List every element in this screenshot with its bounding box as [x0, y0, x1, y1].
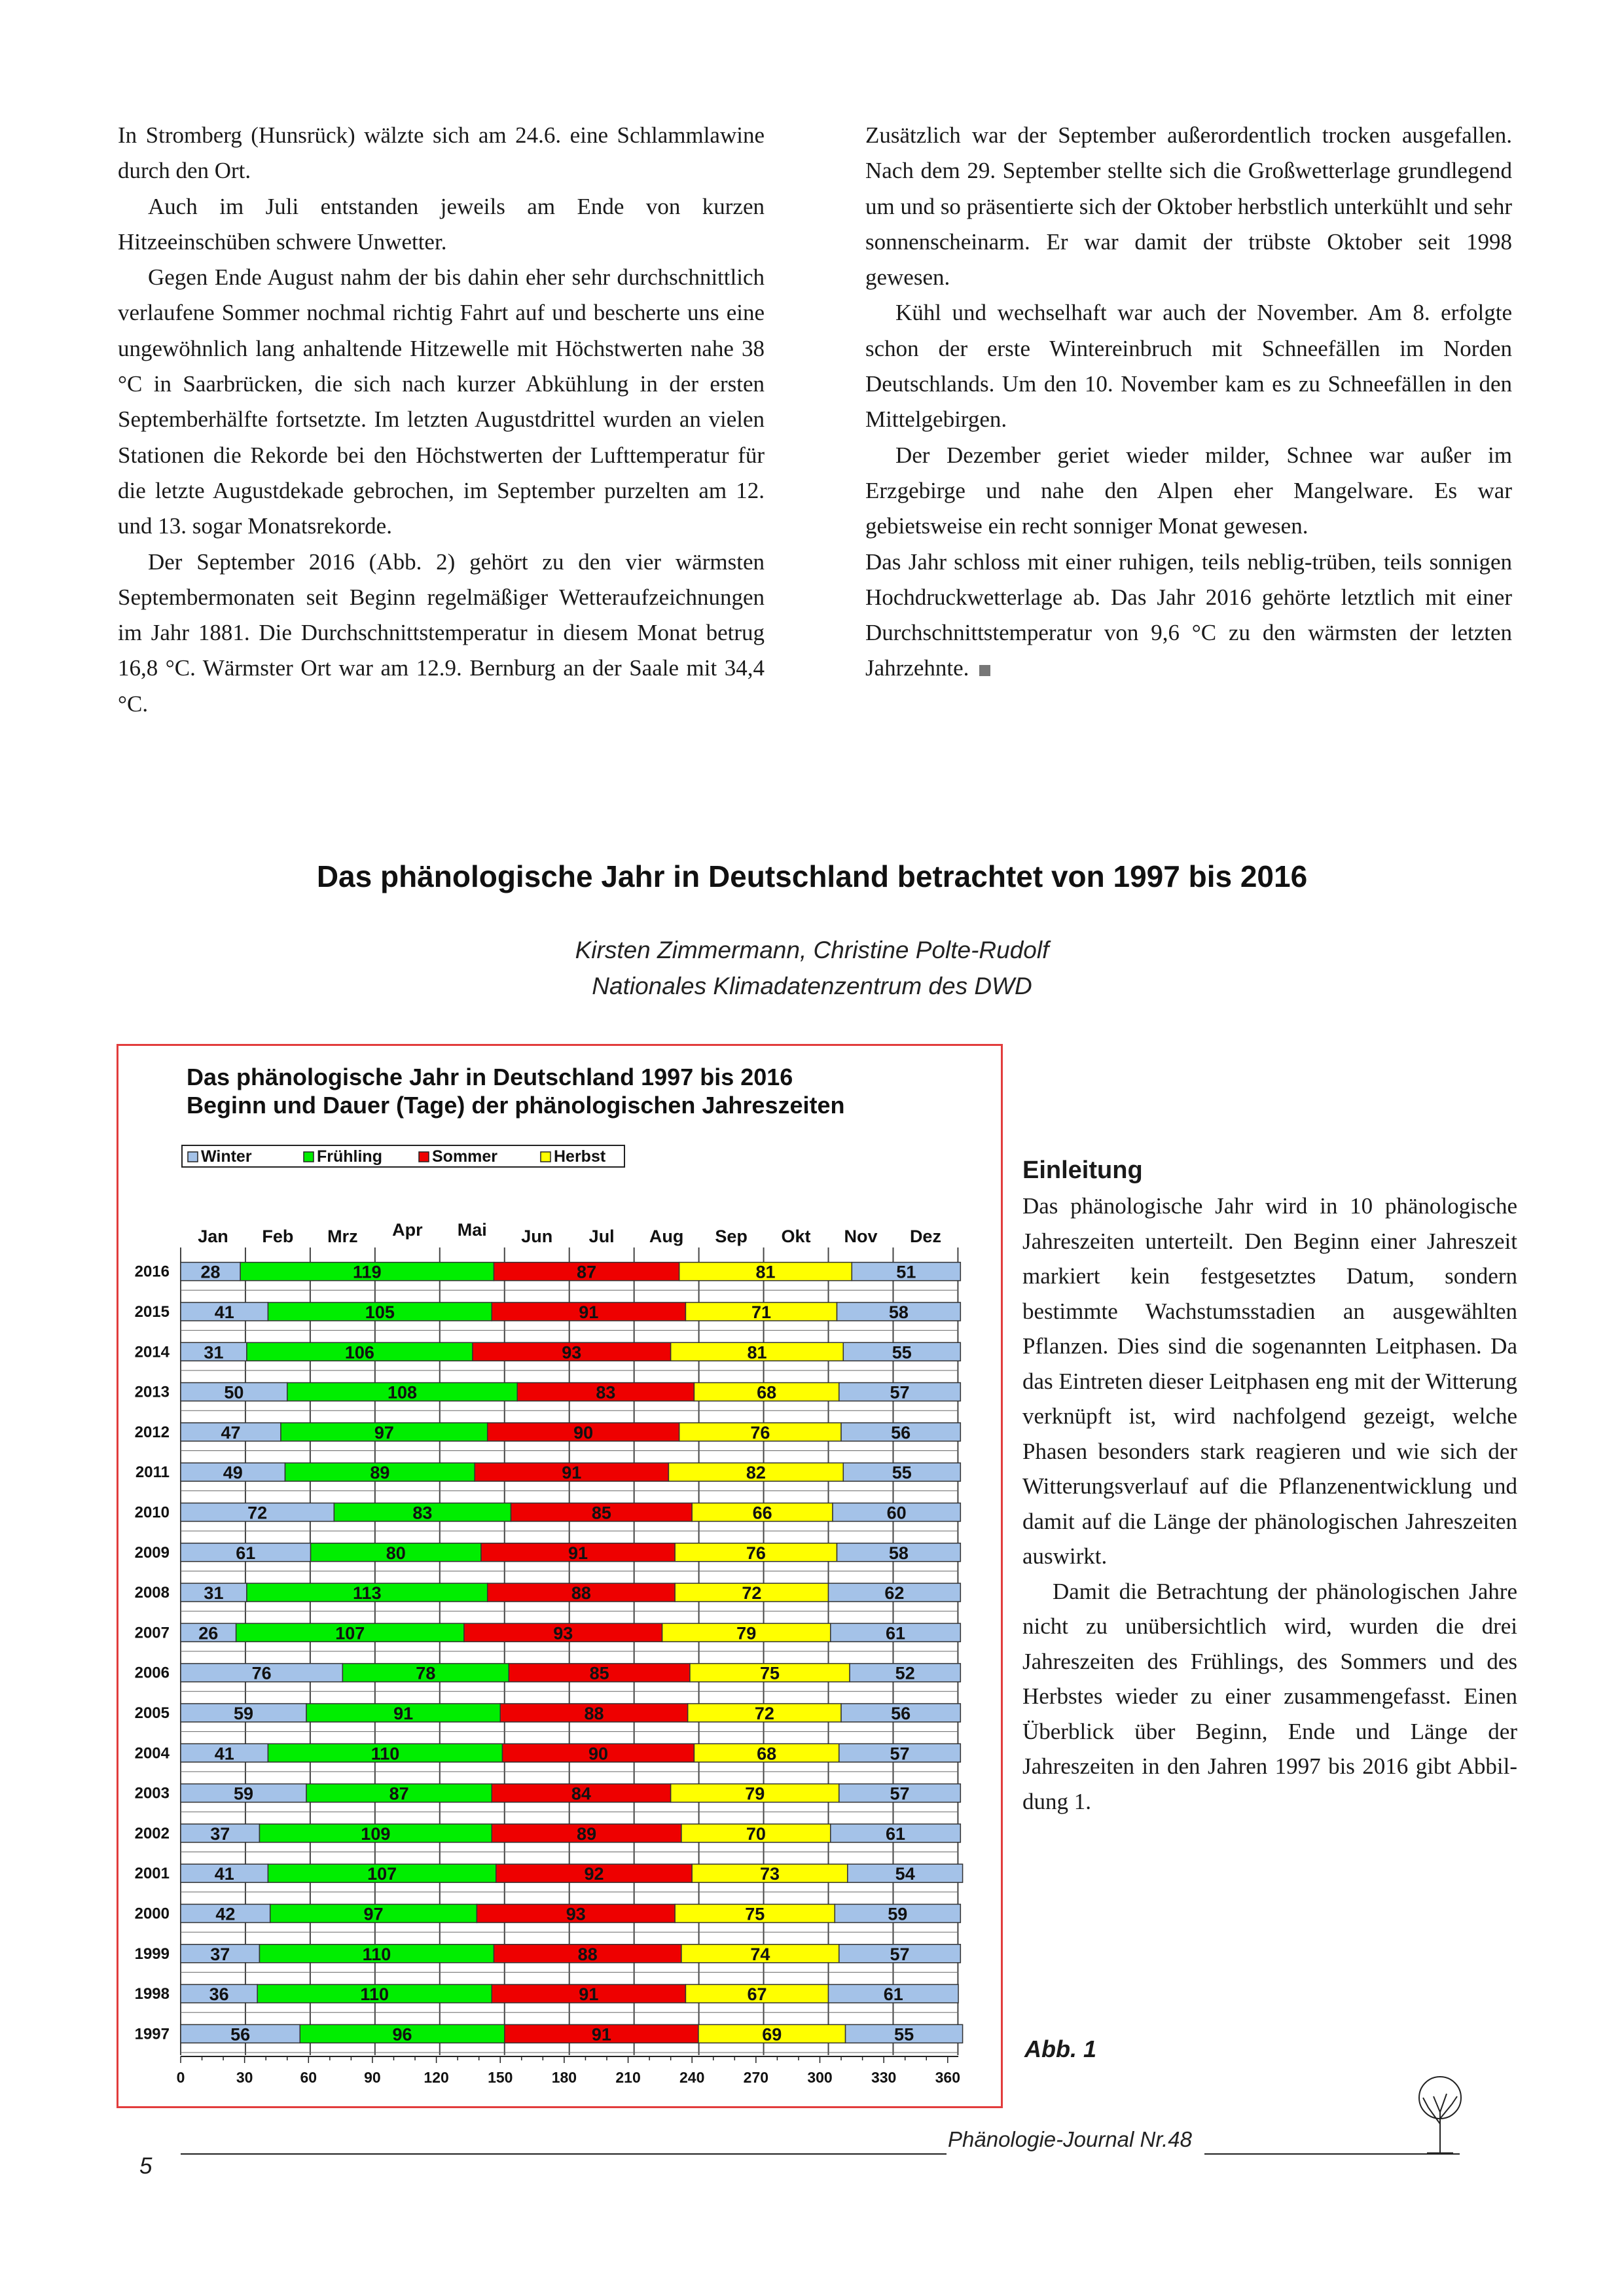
x-tick-label: 330 [871, 2069, 897, 2086]
bar-value-label: 119 [353, 1262, 382, 1282]
year-label: 2007 [134, 1624, 170, 1642]
bar-value-label: 83 [412, 1503, 433, 1523]
bar-value-label: 47 [221, 1422, 241, 1443]
legend-swatch-2 [419, 1152, 429, 1162]
bar-value-label: 61 [883, 1984, 903, 2005]
x-tick-label: 210 [615, 2069, 641, 2086]
month-label-5: Jun [521, 1227, 553, 1246]
bar-value-label: 37 [210, 1944, 230, 1964]
bar-value-label: 82 [746, 1463, 766, 1483]
bar-value-label: 73 [759, 1864, 780, 1884]
bar-value-label: 96 [392, 2024, 412, 2045]
journal-name: Phänologie-Journal Nr.48 [948, 2127, 1193, 2151]
bar-value-label: 55 [892, 1463, 912, 1483]
bar-value-label: 56 [891, 1422, 911, 1443]
year-label: 2014 [134, 1343, 170, 1361]
bar-value-label: 93 [562, 1342, 582, 1363]
chart-title: Das phänologische Jahr in Deutschland 1997 bis 2016 [187, 1064, 793, 1090]
x-tick-label: 60 [300, 2069, 317, 2086]
x-tick-label: 0 [176, 2069, 185, 2086]
bar-value-label: 89 [370, 1463, 390, 1483]
legend-label-3: Herbst [554, 1147, 606, 1166]
introduction-heading: Einleitung [1022, 1157, 1143, 1184]
bar-value-label: 41 [214, 1302, 234, 1322]
bar-value-label: 109 [361, 1823, 391, 1844]
bar-value-label: 66 [752, 1503, 772, 1523]
bar-value-label: 71 [751, 1302, 772, 1322]
bar-value-label: 90 [573, 1422, 594, 1443]
year-label: 2013 [134, 1383, 170, 1401]
bar-value-label: 31 [204, 1583, 224, 1604]
figure-caption: Abb. 1 [1024, 2036, 1097, 2062]
bar-value-label: 72 [247, 1503, 268, 1523]
month-label-10: Nov [844, 1227, 878, 1246]
year-label: 1997 [134, 2025, 170, 2043]
bar-value-label: 57 [890, 1944, 910, 1964]
month-label-6: Jul [588, 1227, 615, 1246]
bar-value-label: 76 [750, 1422, 770, 1443]
legend-label-2: Sommer [432, 1147, 498, 1166]
month-label-3: Apr [392, 1220, 423, 1240]
bar-value-label: 49 [223, 1463, 243, 1483]
bar-value-label: 60 [886, 1503, 907, 1523]
bar-value-label: 55 [894, 2024, 914, 2045]
year-label: 2001 [134, 1865, 170, 1883]
bar-value-label: 36 [209, 1984, 229, 2005]
phenology-chart [118, 1046, 1001, 2106]
bar-value-label: 93 [553, 1623, 573, 1643]
bar-value-label: 58 [888, 1302, 909, 1322]
x-tick-label: 180 [551, 2069, 577, 2086]
bar-value-label: 59 [888, 1904, 908, 1924]
bar-value-label: 68 [757, 1744, 777, 1764]
year-label: 2015 [134, 1302, 170, 1321]
bar-value-label: 107 [335, 1623, 365, 1643]
article-title: Das phänologische Jahr in Deutschland betrachtet von 1997 bis 2016 [316, 859, 1308, 893]
year-label: 2009 [134, 1543, 170, 1562]
paragraph: Das phänologische Jahr wird in 10 phänologische Jahreszeiten unterteilt. Den Beginn einer Jahreszeit markiert kein festgesetztes Datum, sondern bestimmte Wachstumsstadien an ausgewählten Pflanzen. Dies sind die sogenannten Leitphasen. Da das Eintreten dieser Leitphasen eng mit der Witterung verknüpft ist, wird nachfolgend gezeigt, welche Phasen besonders stark reagieren und wie sich der Witterungsverlauf auf die Pflanzenentwicklung und damit auf die Länge der phänologischen Jahreszeiten auswirkt. [1022, 1193, 1517, 1569]
bar-value-label: 74 [750, 1944, 770, 1964]
month-label-9: Okt [781, 1227, 811, 1246]
bar-value-label: 57 [890, 1744, 910, 1764]
paragraph: In Stromberg (Hunsrück) wälzte sich am 24.6. eine Schlammlawine durch den Ort. [118, 122, 765, 184]
bar-value-label: 26 [198, 1623, 219, 1643]
bar-value-label: 105 [365, 1302, 395, 1322]
bar-value-label: 42 [215, 1904, 236, 1924]
bar-value-label: 61 [236, 1543, 256, 1563]
bar-value-label: 41 [214, 1744, 234, 1764]
bar-value-label: 110 [360, 1984, 389, 2005]
bar-value-label: 90 [588, 1744, 609, 1764]
footer-rule [181, 2153, 947, 2155]
bar-value-label: 79 [745, 1784, 765, 1804]
bar-value-label: 110 [362, 1944, 391, 1964]
bar-value-label: 88 [571, 1583, 591, 1604]
x-tick-label: 240 [679, 2069, 705, 2086]
bar-value-label: 97 [363, 1904, 384, 1924]
year-label: 2012 [134, 1423, 170, 1441]
bar-value-label: 79 [736, 1623, 757, 1643]
bar-value-label: 56 [230, 2024, 251, 2045]
year-label: 2003 [134, 1784, 170, 1803]
legend-swatch-1 [304, 1152, 314, 1162]
bar-value-label: 31 [204, 1342, 224, 1363]
figure-frame [117, 1044, 1003, 2108]
bar-value-label: 62 [884, 1583, 905, 1604]
bar-value-label: 59 [233, 1784, 254, 1804]
bar-value-label: 72 [754, 1703, 774, 1723]
year-label: 2016 [134, 1263, 170, 1281]
bar-value-label: 85 [591, 1503, 611, 1523]
year-label: 2000 [134, 1905, 170, 1923]
bar-value-label: 91 [591, 2024, 611, 2045]
bar-value-label: 55 [892, 1342, 912, 1363]
year-label: 2002 [134, 1824, 170, 1842]
bar-value-label: 67 [747, 1984, 767, 2005]
bar-value-label: 61 [886, 1823, 906, 1844]
bar-value-label: 110 [370, 1744, 400, 1764]
paragraph: Zusätzlich war der September außerordentlich trocken ausgefallen. Nach dem 29. September stellte sich die Großwetterlage grundlegend um und so präsentierte sich der Oktober herbstlich unterkühlt und sehr sonnenscheinarm. Er war damit der trübste Oktober seit 1998 gewesen. [865, 122, 1512, 291]
left-text-column [118, 118, 765, 722]
end-of-article-mark [979, 665, 990, 676]
bar-value-label: 85 [589, 1663, 609, 1683]
bar-value-label: 83 [596, 1382, 616, 1403]
bar-value-label: 57 [890, 1382, 910, 1403]
year-label: 2011 [135, 1463, 170, 1482]
bar-value-label: 56 [891, 1703, 911, 1723]
bar-value-label: 50 [224, 1382, 244, 1403]
page-number: 5 [139, 2153, 153, 2179]
year-label: 2006 [134, 1664, 170, 1682]
month-label-1: Feb [262, 1227, 294, 1246]
bar-value-label: 88 [577, 1944, 598, 1964]
chart-subtitle: Beginn und Dauer (Tage) der phänologischen Jahreszeiten [187, 1092, 845, 1119]
legend-swatch-0 [188, 1152, 198, 1162]
bar-value-label: 70 [746, 1823, 766, 1844]
month-label-4: Mai [457, 1220, 487, 1240]
bar-value-label: 84 [571, 1784, 591, 1804]
x-tick-label: 30 [236, 2069, 253, 2086]
bar-value-label: 89 [577, 1823, 597, 1844]
tree-icon [1414, 2072, 1466, 2157]
x-tick-label: 360 [935, 2069, 960, 2086]
bar-value-label: 37 [210, 1823, 230, 1844]
bar-value-label: 91 [562, 1463, 582, 1483]
paragraph: Der Dezember geriet wieder milder, Schnee war außer im Erzgebirge und nahe den Alpen eher Mangelware. Es war gebietsweise ein recht sonniger Monat gewesen. [865, 442, 1512, 539]
bar-value-label: 106 [344, 1342, 374, 1363]
x-tick-label: 150 [488, 2069, 513, 2086]
bar-value-label: 75 [745, 1904, 765, 1924]
month-label-7: Aug [649, 1227, 684, 1246]
x-tick-label: 270 [743, 2069, 769, 2086]
bar-value-label: 113 [353, 1583, 382, 1604]
paragraph: Kühl und wechselhaft war auch der November. Am 8. erfolgte schon der erste Wintereinbruch mit Schneefällen im Norden Deutschlands. Um den 10. November kam es zu Schneefällen in den Mittelgebirgen. [865, 300, 1512, 433]
x-tick-label: 120 [424, 2069, 449, 2086]
bar-value-label: 68 [757, 1382, 777, 1403]
bar-value-label: 87 [577, 1262, 597, 1282]
bar-value-label: 51 [896, 1262, 916, 1282]
bar-value-label: 80 [386, 1543, 406, 1563]
paragraph-end [865, 545, 1512, 687]
paragraph: Damit die Betrachtung der phänologischen Jahre nicht zu unübersichtlich wird, wurden die drei Jahreszeiten des Frühlings, des Sommers und des Herbstes wieder zu einer zusammengefasst. Einen Überblick über Beginn, Ende und Länge der Jahreszeiten in den Jahren 1997 bis 2016 gibt Abbildung 1. [1022, 1578, 1517, 1814]
year-label: 2004 [134, 1744, 170, 1763]
bar-value-label: 91 [568, 1543, 588, 1563]
year-label: 1998 [134, 1985, 170, 2003]
author-block [0, 932, 1624, 1004]
year-label: 2008 [134, 1584, 170, 1602]
bar-value-label: 88 [584, 1703, 604, 1723]
paragraph: Das Jahr schloss mit einer ruhigen, teils neblig-trüben, teils sonnigen Hochdruckwetterlage ab. Das Jahr 2016 gehörte letztlich mit einer Durchschnittstemperatur von 9,6 °C zu den wärmsten der letzten Jahrzehnte. [865, 548, 1512, 681]
right-text-column [865, 118, 1512, 687]
bar-value-label: 59 [233, 1703, 254, 1723]
bar-value-label: 81 [747, 1342, 767, 1363]
legend-swatch-3 [541, 1152, 550, 1162]
bar-value-label: 108 [387, 1382, 418, 1403]
bar-value-label: 52 [895, 1663, 915, 1683]
bar-value-label: 57 [890, 1784, 910, 1804]
paragraph: Auch im Juli entstanden jeweils am Ende von kurzen Hitzeeinschüben schwere Unwetter. [118, 193, 765, 255]
bar-value-label: 92 [584, 1864, 604, 1884]
year-label: 1999 [134, 1945, 170, 1963]
bar-value-label: 28 [200, 1262, 221, 1282]
bar-value-label: 87 [389, 1784, 409, 1804]
bar-value-label: 78 [416, 1663, 436, 1683]
month-label-8: Sep [715, 1227, 748, 1246]
month-label-2: Mrz [327, 1227, 358, 1246]
bar-value-label: 97 [374, 1422, 394, 1443]
bar-value-label: 72 [742, 1583, 762, 1604]
authors: Kirsten Zimmermann, Christine Polte-Rudolf [575, 937, 1049, 963]
year-label: 2005 [134, 1704, 170, 1722]
institution: Nationales Klimadatenzentrum des DWD [592, 973, 1032, 999]
x-tick-label: 90 [364, 2069, 381, 2086]
bar-value-label: 41 [214, 1864, 234, 1884]
bar-value-label: 76 [251, 1663, 272, 1683]
paragraph: Der September 2016 (Abb. 2) gehört zu den vier wärmsten Septembermonaten seit Beginn regelmäßiger Wetteraufzeichnungen im Jahr 1881. Die Durchschnittstemperatur in diesem Monat betrug 16,8 °C. Wärmster Ort war am 12.9. Bernburg an der Saale mit 34,4 °C. [118, 548, 765, 717]
paragraph: Gegen Ende August nahm der bis dahin eher sehr durchschnittlich verlaufene Sommer nochmal richtig Fahrt auf und bescherte uns eine ungewöhnlich lang anhaltende Hitzewelle mit Höchstwerten nahe 38 °C in Saarbrücken, die sich nach kurzer Abkühlung in der ersten Septemberhälfte fortsetzte. Im letzten Augustdrittel wurden an vielen Stationen die Rekorde bei den Höchstwerten der Lufttemperatur für die letzte Augustdekade gebrochen, im September purzelten am 12. und 13. sogar Monatsrekorde. [118, 264, 765, 539]
legend-label-0: Winter [201, 1147, 252, 1166]
bar-value-label: 81 [755, 1262, 776, 1282]
bar-value-label: 93 [566, 1904, 586, 1924]
bar-value-label: 76 [746, 1543, 766, 1563]
bar-value-label: 75 [759, 1663, 780, 1683]
bar-value-label: 58 [888, 1543, 909, 1563]
month-label-0: Jan [198, 1227, 228, 1246]
bar-value-label: 107 [367, 1864, 397, 1884]
bar-value-label: 91 [579, 1302, 599, 1322]
bar-value-label: 91 [579, 1984, 599, 2005]
legend-label-1: Frühling [317, 1147, 382, 1166]
month-label-11: Dez [909, 1227, 941, 1246]
bar-value-label: 91 [393, 1703, 414, 1723]
x-tick-label: 300 [807, 2069, 833, 2086]
bar-value-label: 69 [762, 2024, 782, 2045]
bar-value-label: 54 [895, 1864, 915, 1884]
year-label: 2010 [134, 1503, 170, 1522]
bar-value-label: 61 [886, 1623, 906, 1643]
introduction-section [1022, 1152, 1517, 1819]
